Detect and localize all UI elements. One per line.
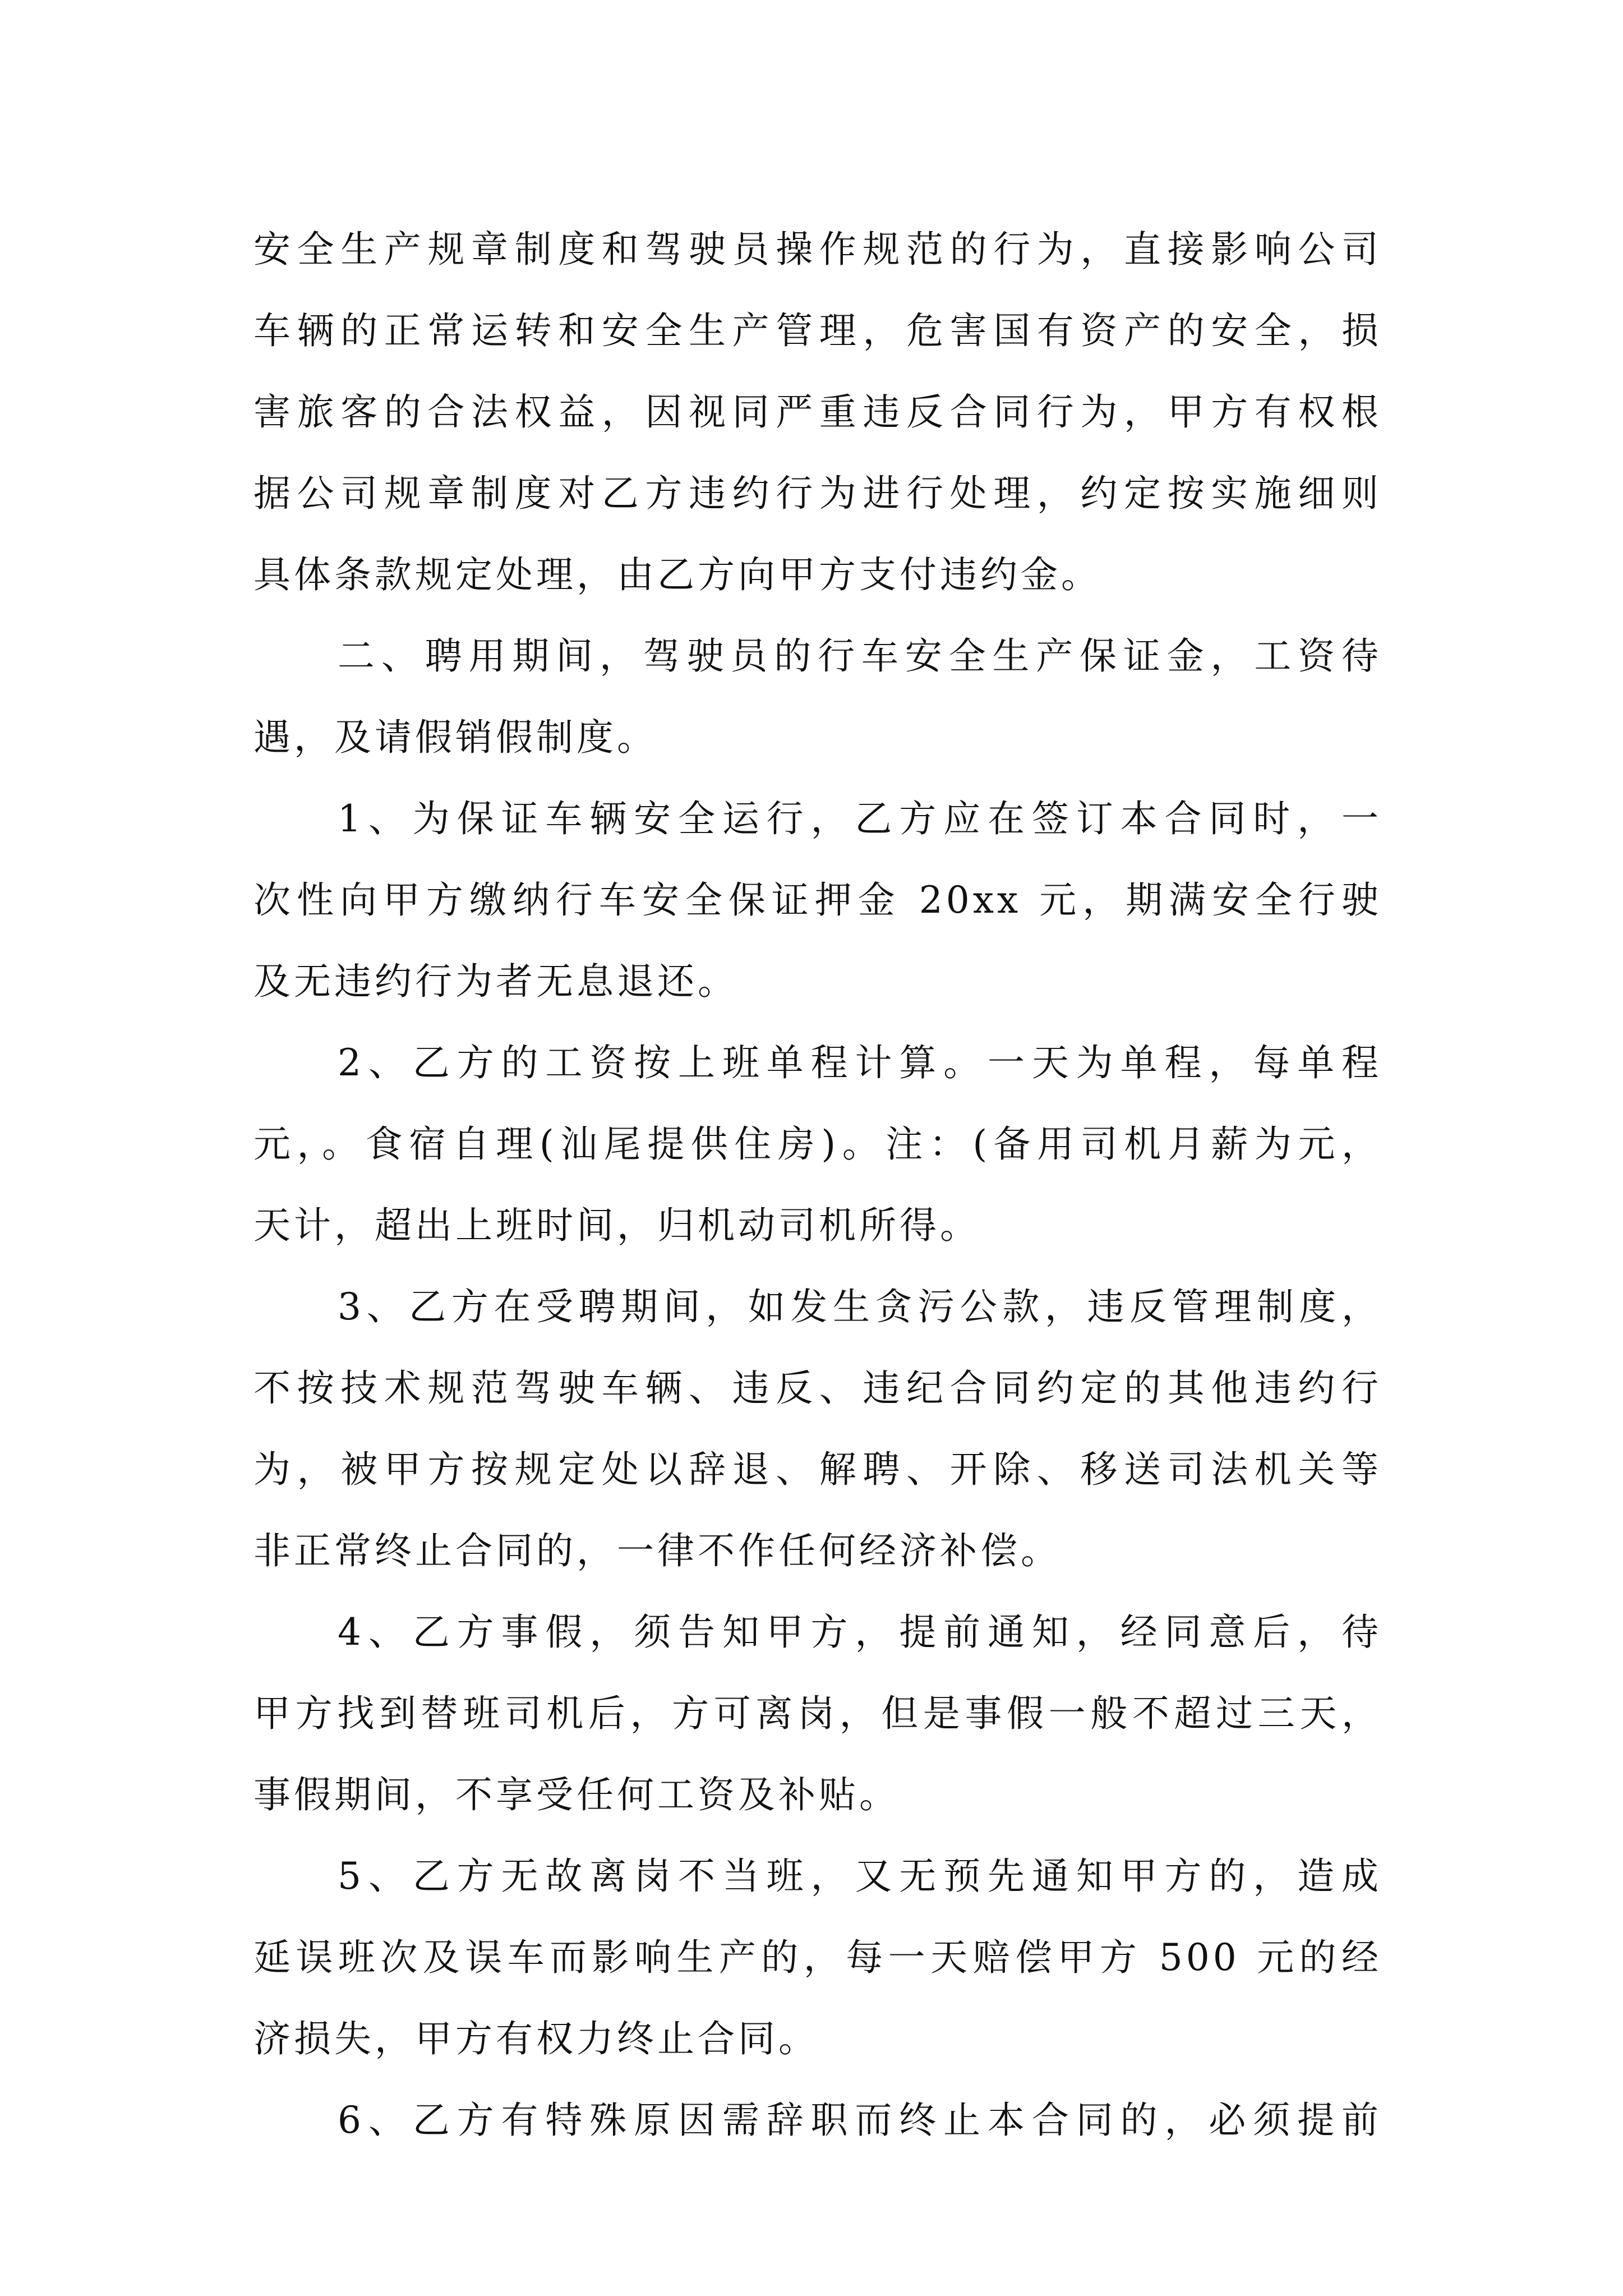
clause-4-line: 4、乙方事假，须告知甲方，提前通知，经同意后，待 xyxy=(338,1611,1382,1654)
clause-2-line: 2、乙方的工资按上班单程计算。一天为单程，每单程 xyxy=(338,1041,1382,1084)
text-line: 车辆的正常运转和安全生产管理，危害国有资产的安全，损 xyxy=(253,309,1382,352)
text-line: 元，。食宿自理(汕尾提供住房)。注：(备用司机月薪为元， xyxy=(253,1122,1382,1166)
clause-6-line: 6、乙方有特殊原因需辞职而终止本合同的，必须提前 xyxy=(338,2099,1382,2142)
text-line: 害旅客的合法权益，因视同严重违反合同行为，甲方有权根 xyxy=(253,390,1382,434)
document-body xyxy=(253,209,1382,2161)
clause-1-line: 1、为保证车辆安全运行，乙方应在签订本合同时，一 xyxy=(338,797,1382,840)
text-line: 遇，及请假销假制度。 xyxy=(253,716,657,759)
text-line: 事假期间，不享受任何工资及补贴。 xyxy=(253,1773,900,1816)
clause-5-line: 5、乙方无故离岗不当班，又无预先通知甲方的，造成 xyxy=(338,1855,1382,1898)
text-line: 非正常终止合同的，一律不作任何经济补偿。 xyxy=(253,1529,1061,1572)
text-line: 及无违约行为者无息退还。 xyxy=(253,960,738,1003)
text-line: 济损失，甲方有权力终止合同。 xyxy=(253,2017,819,2060)
text-line: 据公司规章制度对乙方违约行为进行处理，约定按实施细则 xyxy=(253,472,1382,515)
text-line: 次性向甲方缴纳行车安全保证押金 20xx 元，期满安全行驶 xyxy=(253,878,1382,922)
text-line: 甲方找到替班司机后，方可离岗，但是事假一般不超过三天， xyxy=(253,1692,1382,1735)
text-line: 安全生产规章制度和驾驶员操作规范的行为，直接影响公司 xyxy=(253,228,1382,271)
text-line: 不按技术规范驾驶车辆、违反、违纪合同约定的其他违约行 xyxy=(253,1366,1382,1410)
text-line: 为，被甲方按规定处以辞退、解聘、开除、移送司法机关等 xyxy=(253,1448,1382,1491)
text-line: 具体条款规定处理，由乙方向甲方支付违约金。 xyxy=(253,553,1101,596)
clause-3-line: 3、乙方在受聘期间，如发生贪污公款，违反管理制度， xyxy=(338,1285,1382,1328)
section-heading-line: 二、聘用期间，驾驶员的行车安全生产保证金，工资待 xyxy=(338,634,1382,678)
text-line: 天计，超出上班时间，归机动司机所得。 xyxy=(253,1204,980,1247)
text-line: 延误班次及误车而影响生产的，每一天赔偿甲方 500 元的经 xyxy=(253,1936,1382,1979)
